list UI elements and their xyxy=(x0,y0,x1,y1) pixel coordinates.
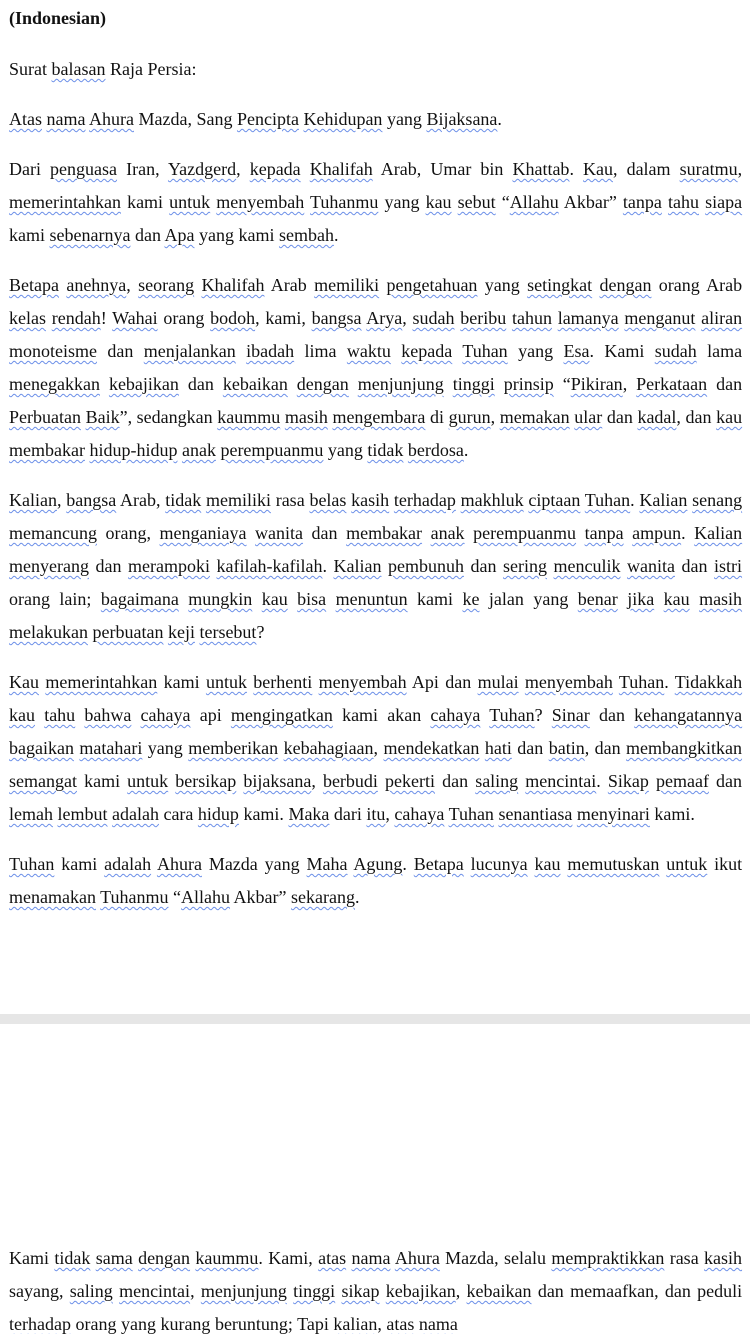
paragraph-2: Atas nama Ahura Mazda, Sang Pencipta Kehidupan yang Bijaksana. xyxy=(9,109,502,129)
spellcheck-word: Kehidupan xyxy=(303,109,383,129)
spellcheck-word: Pikiran xyxy=(570,374,623,394)
spellcheck-word: siapa xyxy=(705,192,743,212)
spellcheck-word: kebaikan xyxy=(466,1281,532,1301)
spellcheck-word: mendekatkan xyxy=(383,738,480,758)
spellcheck-word: membangkitkan xyxy=(626,738,743,758)
spellcheck-word: lembut xyxy=(57,804,108,824)
spellcheck-word: dengan xyxy=(296,374,349,394)
spellcheck-word: tinggi xyxy=(452,374,495,394)
spellcheck-word: kebaikan xyxy=(222,374,288,394)
spellcheck-word: mungkin xyxy=(188,589,253,609)
spellcheck-word: seorang xyxy=(138,275,195,295)
spellcheck-word: mencintai xyxy=(525,771,597,791)
spellcheck-word: Atas xyxy=(9,109,42,129)
spellcheck-word: kau xyxy=(663,589,690,609)
spellcheck-word: Wahai xyxy=(112,308,158,328)
paragraph-7: Tuhan kami adalah Ahura Mazda yang Maha Agung. Betapa lucunya kau memutuskan untuk ikut menamakan Tuhanmu “Allahu Akbar” sekarang. xyxy=(9,854,743,907)
spellcheck-word: Pencipta xyxy=(236,109,299,129)
spellcheck-word: Tuhan xyxy=(584,490,631,510)
spellcheck-word: sembah xyxy=(278,225,334,245)
spellcheck-word: batin xyxy=(548,738,585,758)
spellcheck-word: kaummu xyxy=(195,1248,259,1268)
spellcheck-word: cahaya xyxy=(394,804,445,824)
spellcheck-word: jika xyxy=(627,589,655,609)
spellcheck-word: merampoki xyxy=(128,556,210,576)
spellcheck-word: memutuskan xyxy=(567,854,660,874)
paragraph-3: Dari penguasa Iran, Yazdgerd, kepada Khalifah Arab, Umar bin Khattab. Kau, dalam suratmu, memerintahkan kami untuk menyembah Tuhanmu yang kau sebut “Allahu Akbar” tanpa tahu siapa kami sebenarnya dan Apa yang kami sembah. xyxy=(9,159,743,245)
spellcheck-word: anak xyxy=(430,523,465,543)
spellcheck-word: hati xyxy=(484,738,512,758)
spellcheck-word: Kau xyxy=(583,159,613,179)
spellcheck-word: Sinar xyxy=(551,705,590,725)
spellcheck-word: menjalankan xyxy=(143,341,236,361)
spellcheck-word: menyinari xyxy=(576,804,650,824)
spellcheck-word: berbudi xyxy=(322,771,378,791)
spellcheck-word: rendah xyxy=(51,308,101,328)
spellcheck-word: anak xyxy=(181,440,216,460)
spellcheck-word: menyembah xyxy=(318,672,407,692)
spellcheck-word: kau xyxy=(425,192,452,212)
spellcheck-word: menganut xyxy=(624,308,696,328)
spellcheck-word: Kalian xyxy=(639,490,688,510)
spellcheck-word: Esa xyxy=(563,341,590,361)
spellcheck-word: Bijaksana xyxy=(426,109,498,129)
spellcheck-word: tahu xyxy=(668,192,699,212)
spellcheck-word: balasan xyxy=(51,59,106,79)
spellcheck-word: sebut xyxy=(457,192,496,212)
spellcheck-word: Perkataan xyxy=(636,374,708,394)
spellcheck-word: Allahu xyxy=(509,192,559,212)
spellcheck-word: menganiaya xyxy=(159,523,247,543)
spellcheck-word: bijaksana xyxy=(243,771,312,791)
spellcheck-word: memakan xyxy=(499,407,570,427)
spellcheck-word: belas xyxy=(309,490,347,510)
spellcheck-word: pekerti xyxy=(385,771,435,791)
spellcheck-word: terhadap xyxy=(9,1314,71,1334)
spellcheck-word: adalah xyxy=(111,804,159,824)
spellcheck-word: aliran xyxy=(701,308,743,328)
spellcheck-word: Maka xyxy=(288,804,330,824)
page-1-body xyxy=(9,53,742,914)
spellcheck-word: membakar xyxy=(346,523,423,543)
spellcheck-word: menjunjung xyxy=(200,1281,287,1301)
spellcheck-word: kau xyxy=(534,854,561,874)
spellcheck-word: Sikap xyxy=(607,771,649,791)
spellcheck-word: Betapa xyxy=(413,854,464,874)
spellcheck-word: atas xyxy=(386,1314,415,1334)
spellcheck-word: lucunya xyxy=(470,854,528,874)
spellcheck-word: menyembah xyxy=(524,672,613,692)
spellcheck-word: memancung xyxy=(9,523,97,543)
paragraph-4: Betapa anehnya, seorang Khalifah Arab memiliki pengetahuan yang setingkat dengan orang Arab kelas rendah! Wahai orang bodoh, kami, bangsa Arya, sudah beribu tahun lamanya menganut aliran monoteisme dan menjalankan ibadah lima waktu kepada Tuhan yang Esa. Kami sudah lama menegakkan kebajikan dan kebaikan dengan menjunjung tinggi prinsip “Pikiran, Perkataan dan Perbuatan Baik”, sedangkan kaummu masih mengembara di gurun, memakan ular dan kadal, dan kau membakar hidup-hidup anak perempuanmu yang tidak berdosa. xyxy=(9,275,743,460)
spellcheck-word: mengembara xyxy=(332,407,426,427)
spellcheck-word: memerintahkan xyxy=(9,192,121,212)
spellcheck-word: kehangatannya xyxy=(634,705,743,725)
spellcheck-word: Ahura xyxy=(89,109,134,129)
paragraph-5: Kalian, bangsa Arab, tidak memiliki rasa belas kasih terhadap makhluk ciptaan Tuhan. Kalian senang memancung orang, menganiaya wanita dan membakar anak perempuanmu tanpa ampun. Kalian menyerang dan merampoki kafilah-kafilah. Kalian pembunuh dan sering menculik wanita dan istri orang lain; bagaimana mungkin kau bisa menuntun kami ke jalan yang benar jika kau masih melakukan perbuatan keji tersebut? xyxy=(9,490,743,642)
spellcheck-word: kepada xyxy=(401,341,453,361)
spellcheck-word: Tuhan xyxy=(448,804,494,824)
spellcheck-word: beribu xyxy=(460,308,507,328)
spellcheck-word: menculik xyxy=(553,556,621,576)
spellcheck-word: sebenarnya xyxy=(49,225,131,245)
spellcheck-word: menyembah xyxy=(216,192,305,212)
spellcheck-word: berhenti xyxy=(253,672,313,692)
spellcheck-word: pembunuh xyxy=(387,556,464,576)
spellcheck-word: mencintai xyxy=(119,1281,191,1301)
spellcheck-word: suratmu xyxy=(679,159,738,179)
spellcheck-word: masih xyxy=(699,589,743,609)
spellcheck-word: memberikan xyxy=(188,738,279,758)
spellcheck-word: kebahagiaan xyxy=(283,738,374,758)
spellcheck-word: Tuhanmu xyxy=(310,192,379,212)
spellcheck-word: sering xyxy=(503,556,547,576)
spellcheck-word: gurun xyxy=(448,407,491,427)
spellcheck-word: terhadap xyxy=(393,490,456,510)
spellcheck-word: nama xyxy=(418,1314,458,1334)
spellcheck-word: monoteisme xyxy=(9,341,97,361)
spellcheck-word: tinggi xyxy=(293,1281,336,1301)
spellcheck-word: lemah xyxy=(9,804,53,824)
spellcheck-word: hidup-hidup xyxy=(89,440,178,460)
spellcheck-word: penguasa xyxy=(50,159,118,179)
spellcheck-word: sudah xyxy=(412,308,455,328)
spellcheck-word: nama xyxy=(46,109,86,129)
spellcheck-word: tanpa xyxy=(622,192,662,212)
spellcheck-word: Tidakkah xyxy=(674,672,743,692)
spellcheck-word: lamanya xyxy=(557,308,619,328)
spellcheck-word: tidak xyxy=(165,490,202,510)
spellcheck-word: tersebut xyxy=(199,622,257,642)
spellcheck-word: setingkat xyxy=(527,275,593,295)
spellcheck-word: bersikap xyxy=(175,771,237,791)
spellcheck-word: Arya xyxy=(366,308,403,328)
spellcheck-word: prinsip xyxy=(503,374,554,394)
spellcheck-word: kau xyxy=(261,589,288,609)
spellcheck-word: saling xyxy=(69,1281,113,1301)
spellcheck-word: itu xyxy=(366,804,386,824)
spellcheck-word: bangsa xyxy=(66,490,117,510)
spellcheck-word: mulai xyxy=(477,672,519,692)
spellcheck-word: bisa xyxy=(297,589,327,609)
spellcheck-word: hidup xyxy=(197,804,239,824)
spellcheck-word: membakar xyxy=(9,440,85,460)
spellcheck-word: atas xyxy=(318,1248,347,1268)
spellcheck-word: untuk xyxy=(169,192,211,212)
spellcheck-word: ampun xyxy=(632,523,682,543)
spellcheck-word: cahaya xyxy=(430,705,481,725)
spellcheck-word: senang xyxy=(692,490,743,510)
spellcheck-word: bagaikan xyxy=(9,738,74,758)
spellcheck-word: memiliki xyxy=(205,490,271,510)
spellcheck-word: adalah xyxy=(104,854,152,874)
spellcheck-word: Agung xyxy=(353,854,403,874)
spellcheck-word: menyerang xyxy=(9,556,89,576)
paragraph-1: Surat balasan Raja Persia: xyxy=(9,59,197,79)
spellcheck-word: semangat xyxy=(9,771,77,791)
spellcheck-word: waktu xyxy=(346,341,391,361)
spellcheck-word: Khattab xyxy=(512,159,570,179)
page-separator xyxy=(0,1014,750,1024)
spellcheck-word: ibadah xyxy=(246,341,295,361)
spellcheck-word: memerintahkan xyxy=(45,672,158,692)
spellcheck-word: cahaya xyxy=(140,705,191,725)
spellcheck-word: menegakkan xyxy=(9,374,100,394)
spellcheck-word: bodoh xyxy=(210,308,256,328)
spellcheck-word: dengan xyxy=(599,275,652,295)
spellcheck-word: Khalifah xyxy=(309,159,373,179)
spellcheck-word: Perbuatan xyxy=(9,407,81,427)
spellcheck-word: kebajikan xyxy=(108,374,179,394)
spellcheck-word: tahu xyxy=(44,705,76,725)
spellcheck-word: dengan xyxy=(138,1248,191,1268)
spellcheck-word: perbuatan xyxy=(92,622,164,642)
spellcheck-word: wanita xyxy=(255,523,304,543)
paragraph-8: Kami tidak sama dengan kaummu. Kami, atas nama Ahura Mazda, selalu mempraktikkan rasa kasih sayang, saling mencintai, menjunjung tinggi sikap kebajikan, kebaikan dan memaafkan, dan peduli terhadap orang yang kurang beruntung; Tapi kalian, atas nama xyxy=(9,1248,743,1334)
spellcheck-word: Tuhan xyxy=(489,705,535,725)
spellcheck-word: untuk xyxy=(127,771,169,791)
spellcheck-word: ciptaan xyxy=(528,490,581,510)
spellcheck-word: untuk xyxy=(205,672,247,692)
spellcheck-word: ular xyxy=(574,407,603,427)
paragraph-6: Kau memerintahkan kami untuk berhenti menyembah Api dan mulai menyembah Tuhan. Tidakkah kau tahu bahwa cahaya api mengingatkan kami akan cahaya Tuhan? Sinar dan kehangatannya bagaikan matahari yang memberikan kebahagiaan, mendekatkan hati dan batin, dan membangkitkan semangat kami untuk bersikap bijaksana, berbudi pekerti dan saling mencintai. Sikap pemaaf dan lemah lembut adalah cara hidup kami. Maka dari itu, cahaya Tuhan senantiasa menyinari kami. xyxy=(9,672,743,824)
spellcheck-word: sama xyxy=(95,1248,133,1268)
spellcheck-word: perempuanmu xyxy=(220,440,324,460)
spellcheck-word: tahun xyxy=(511,308,552,328)
spellcheck-word: sikap xyxy=(341,1281,380,1301)
spellcheck-word: kasih xyxy=(351,490,390,510)
spellcheck-word: untuk xyxy=(666,854,708,874)
spellcheck-word: kaummu xyxy=(217,407,281,427)
spellcheck-word: senantiasa xyxy=(498,804,573,824)
spellcheck-word: Apa xyxy=(164,225,195,245)
spellcheck-word: bagaimana xyxy=(100,589,179,609)
spellcheck-word: kepada xyxy=(249,159,301,179)
spellcheck-word: Kalian xyxy=(9,490,57,510)
spellcheck-word: Kalian xyxy=(694,523,743,543)
spellcheck-word: Maha xyxy=(306,854,348,874)
spellcheck-word: Kalian xyxy=(333,556,382,576)
spellcheck-word: mengingatkan xyxy=(230,705,333,725)
spellcheck-word: saling xyxy=(475,771,519,791)
spellcheck-word: menamakan xyxy=(9,887,96,907)
spellcheck-word: wanita xyxy=(627,556,675,576)
spellcheck-word: kau xyxy=(716,407,743,427)
spellcheck-word: Yazdgerd xyxy=(167,159,237,179)
spellcheck-word: benar xyxy=(577,589,618,609)
spellcheck-word: masih xyxy=(284,407,328,427)
spellcheck-word: istri xyxy=(714,556,743,576)
spellcheck-word: anehnya xyxy=(66,275,127,295)
spellcheck-word: Tuhan xyxy=(618,672,665,692)
spellcheck-word: pemaaf xyxy=(655,771,709,791)
spellcheck-word: memiliki xyxy=(314,275,380,295)
spellcheck-word: berdosa xyxy=(407,440,464,460)
spellcheck-word: sudah xyxy=(654,341,697,361)
spellcheck-word: Khalifah xyxy=(201,275,265,295)
document-page-2 xyxy=(0,1232,750,1334)
spellcheck-word: matahari xyxy=(79,738,143,758)
spellcheck-word: melakukan xyxy=(9,622,88,642)
spellcheck-word: Tuhan xyxy=(9,854,55,874)
spellcheck-word: bahwa xyxy=(84,705,132,725)
spellcheck-word: tanpa xyxy=(584,523,624,543)
spellcheck-word: Kau xyxy=(9,672,39,692)
spellcheck-word: kafilah-kafilah xyxy=(216,556,323,576)
spellcheck-word: keji xyxy=(167,622,195,642)
spellcheck-word: Baik xyxy=(85,407,120,427)
spellcheck-word: Ahura xyxy=(394,1248,440,1268)
spellcheck-word: Tuhan xyxy=(462,341,508,361)
spellcheck-word: ke xyxy=(462,589,480,609)
spellcheck-word: tidak xyxy=(367,440,404,460)
spellcheck-word: nama xyxy=(351,1248,391,1268)
spellcheck-word: bangsa xyxy=(311,308,362,328)
spellcheck-word: Tuhanmu xyxy=(100,887,169,907)
language-heading: (Indonesian) xyxy=(9,8,107,28)
spellcheck-word: menuntun xyxy=(335,589,408,609)
spellcheck-word: mempraktikkan xyxy=(551,1248,665,1268)
spellcheck-word: tidak xyxy=(54,1248,91,1268)
spellcheck-word: kau xyxy=(9,705,35,725)
spellcheck-word: Allahu xyxy=(181,887,231,907)
spellcheck-word: sekarang xyxy=(291,887,355,907)
spellcheck-word: menjunjung xyxy=(357,374,444,394)
spellcheck-word: kasih xyxy=(704,1248,743,1268)
spellcheck-word: Betapa xyxy=(9,275,59,295)
spellcheck-word: Ahura xyxy=(156,854,202,874)
spellcheck-word: kadal xyxy=(637,407,677,427)
spellcheck-word: kebajikan xyxy=(385,1281,456,1301)
spellcheck-word: kalian xyxy=(333,1314,378,1334)
spellcheck-word: pengetahuan xyxy=(386,275,478,295)
spellcheck-word: kelas xyxy=(9,308,46,328)
spellcheck-word: perempuanmu xyxy=(473,523,577,543)
spellcheck-word: makhluk xyxy=(460,490,524,510)
